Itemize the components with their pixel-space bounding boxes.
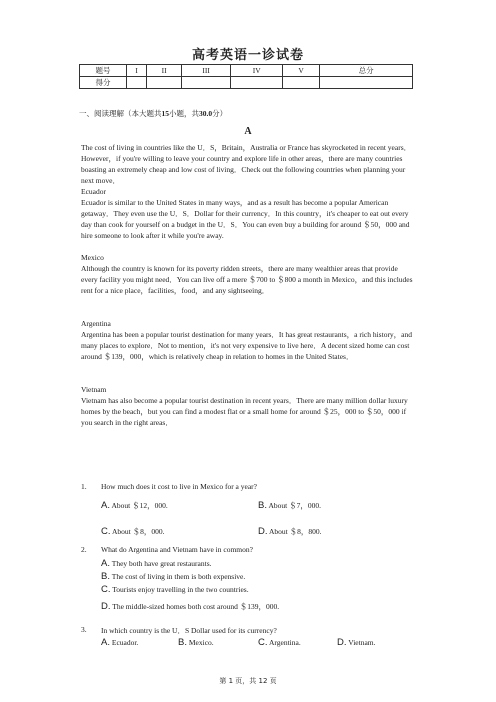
question-text: How much does it cost to live in Mexico for a year?: [101, 482, 257, 491]
q1-option-c[interactable]: C. About ＄8，000.: [101, 526, 165, 537]
paragraph-mexico: Although the country is known for its poverty ridden streets，there are many wealthier areas that provide every facility you might need．You can live off a mere ＄700 to ＄800 a month in Mexico，and this includes rent for a nice place，facilities，food，and any sightseeing．: [81, 264, 413, 295]
page-footer: 第 1 页，共 12 页: [219, 677, 277, 685]
score-row-label: 得分: [80, 77, 127, 89]
question-text: What do Argentina and Vietnam have in common?: [101, 545, 253, 554]
score-table: [79, 64, 413, 89]
question-text: In which country is the U．S Dollar used for its currency?: [101, 626, 277, 635]
q1-option-b[interactable]: B. About ＄7，000.: [258, 500, 321, 511]
section-count: 15: [161, 109, 169, 118]
score-cell: [147, 77, 182, 89]
heading-mexico: Mexico: [81, 253, 104, 262]
heading-vietnam: Vietnam: [81, 385, 107, 394]
paragraph-vietnam: Vietnam has also become a popular tourist destination in recent years．There are many million dollar luxury homes by the beach，but you can find a modest flat or a small home for around ＄25，000 to ＄50，000 if you search in the right areas．: [81, 396, 408, 427]
score-header-cell: 题号: [80, 65, 127, 77]
paragraph-ecuador: Ecuador is similar to the United States in many ways，and as a result has become a popular American getaway．They even use the U．S．Dollar for their currency．In this country，it's cheaper to eat out every day than cook for yourself on a budget in the U．S．You can even buy a building for around ＄50，000 and hire someone to look after it while you're away.: [81, 198, 410, 240]
score-cell: [182, 77, 231, 89]
score-table-header-row: [80, 65, 413, 77]
score-cell: [320, 77, 413, 89]
score-table-score-row: [80, 77, 413, 89]
q3-option-b[interactable]: B. Mexico.: [178, 637, 214, 648]
paragraph-argentina: Argentina has been a popular tourist destination for many years．It has great restaurants，a rich history，and many places to explore．Not to mention，it's not very expensive to live here．A decent sized home can cost around ＄139，000，which is relatively cheap in relation to homes in the United States．: [81, 330, 413, 361]
score-cell: [283, 77, 320, 89]
q2-option-b[interactable]: B. The cost of living in them is both expensive.: [101, 571, 246, 582]
score-cell: [231, 77, 283, 89]
q1-option-a[interactable]: A. About ＄12，000.: [101, 500, 168, 511]
score-cell: [127, 77, 147, 89]
heading-argentina: Argentina: [81, 319, 111, 328]
score-header-cell: V: [283, 65, 320, 77]
q3-option-a[interactable]: A. Ecuador.: [101, 637, 139, 648]
question-number: 3.: [81, 625, 87, 634]
q3-option-c[interactable]: C. Argentina.: [258, 637, 301, 648]
score-header-cell: IV: [231, 65, 283, 77]
paragraph-intro: The cost of living in countries like the U．S，Britain，Australia or France has skyrocketed in recent years．However，if you're willing to leave your country and explore life in other areas，there are many countries boasting an extremely cheap and low cost of living．Check out the following countries when planning your next move．: [81, 143, 412, 185]
score-header-cell: 总分: [320, 65, 413, 77]
q3-option-d[interactable]: D. Vietnam.: [337, 637, 376, 648]
score-header-cell: I: [127, 65, 147, 77]
section-points: 30.0: [199, 109, 213, 118]
section-heading-suffix: 分）: [212, 109, 228, 118]
q2-option-c[interactable]: C. Tourists enjoy travelling in the two countries.: [101, 584, 249, 595]
question-number: 2.: [81, 545, 87, 554]
q2-option-a[interactable]: A. They both have great restaurants.: [101, 558, 212, 569]
score-header-cell: II: [147, 65, 182, 77]
page-title: 高考英语一诊试卷: [191, 48, 304, 63]
score-header-cell: III: [182, 65, 231, 77]
question-number: 1.: [81, 482, 87, 491]
passage-letter: A: [244, 126, 252, 137]
q1-option-d[interactable]: D. About ＄8，800.: [258, 526, 322, 537]
section-heading-prefix: 一、阅读理解（本大题共: [79, 109, 162, 118]
heading-ecuador: Ecuador: [81, 187, 106, 196]
section-heading-mid: 小题，共: [169, 109, 199, 118]
q2-option-d[interactable]: D. The middle-sized homes both cost around ＄139，000.: [101, 601, 280, 612]
section-heading: [79, 108, 227, 119]
